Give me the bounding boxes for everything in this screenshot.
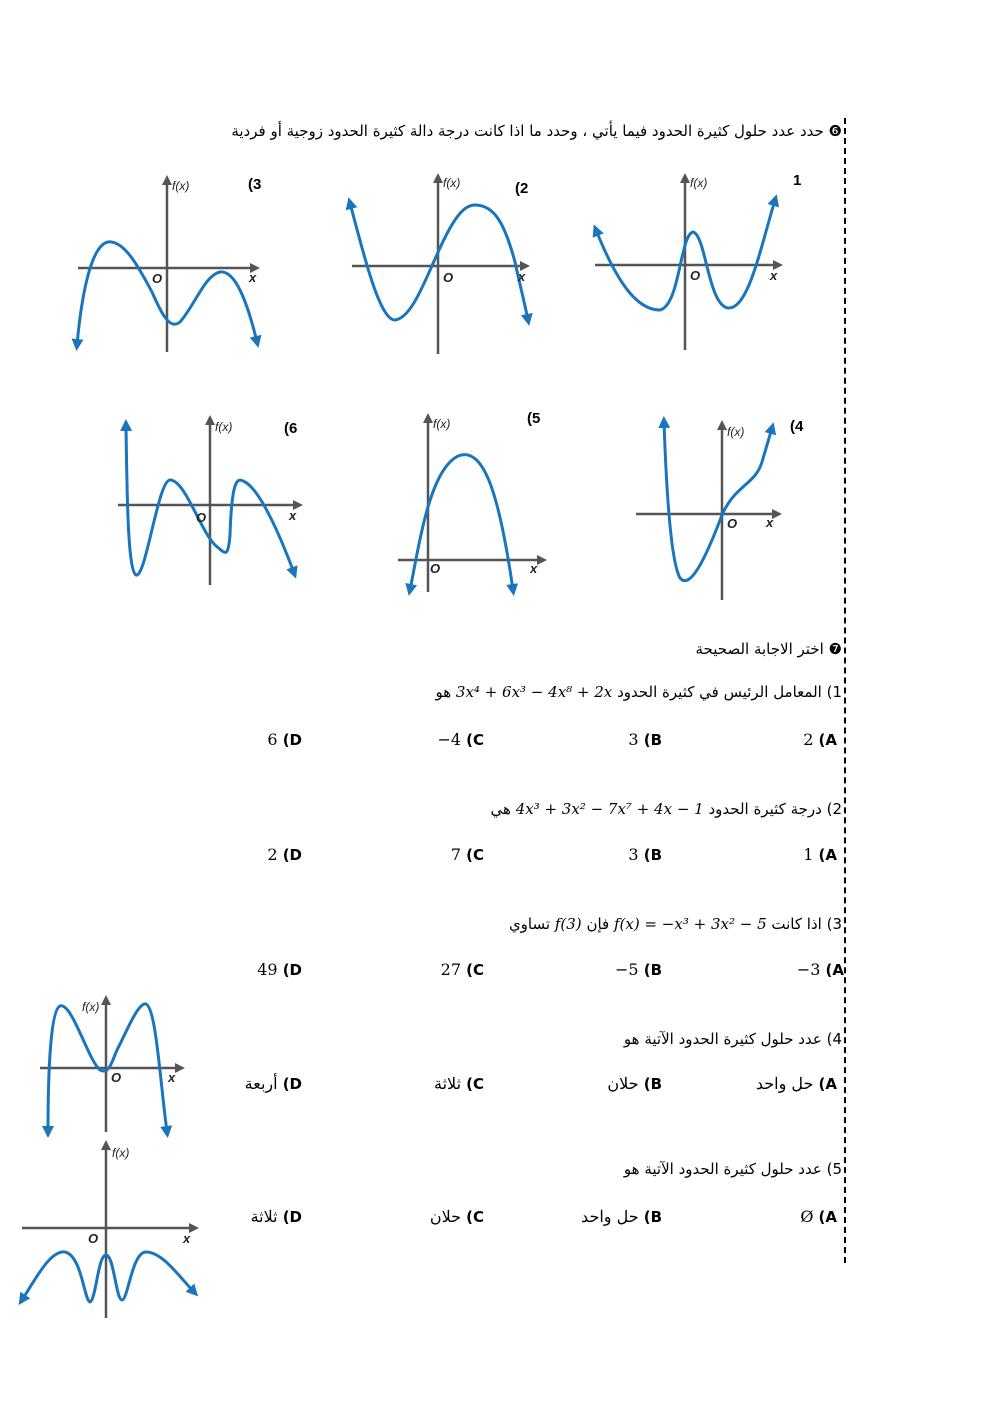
graph-2-x-label: x xyxy=(518,269,526,284)
graph-1-origin: O xyxy=(690,268,701,283)
question-4-text: عدد حلول كثيرة الحدود الآتية هو xyxy=(623,1030,822,1048)
question-3-text: اذا كانت xyxy=(771,915,822,933)
q4-option-a[interactable]: A) حل واحد xyxy=(755,1074,837,1093)
graph-4-curve xyxy=(664,422,772,581)
section6-marker: ❻ xyxy=(828,122,842,140)
q3-option-d[interactable]: D) 49 xyxy=(257,960,302,979)
graph-5-origin: O xyxy=(430,561,441,576)
q5-option-c[interactable]: C) حلان xyxy=(429,1207,484,1226)
q5-option-a[interactable]: A) Ø xyxy=(800,1207,837,1226)
q5-option-d[interactable]: D) ثلاثة xyxy=(250,1207,302,1226)
q2-option-b[interactable]: B) 3 xyxy=(628,845,662,864)
graph-q4 xyxy=(40,1000,180,1132)
graph-1-fx-label: f(x) xyxy=(690,176,708,190)
graph-3-x-label: x xyxy=(249,270,257,285)
q2-option-c[interactable]: C) 7 xyxy=(450,845,484,864)
section7-instruction: اختر الاجابة الصحيحة xyxy=(695,640,824,658)
graph-label-4: (4 xyxy=(790,418,804,435)
question-1-text: المعامل الرئيس في كثيرة الحدود xyxy=(617,683,822,701)
question-3-math2: f(3) xyxy=(554,915,582,933)
q3-option-c[interactable]: C) 27 xyxy=(440,960,484,979)
graph-6-x-label: x xyxy=(289,508,297,523)
graph-label-3: (3 xyxy=(248,176,262,193)
graph-label-1: 1 xyxy=(793,172,802,189)
q1-option-d[interactable]: D) 6 xyxy=(267,730,302,749)
graph-q4-x-label: x xyxy=(168,1070,176,1085)
q2-option-d[interactable]: D) 2 xyxy=(267,845,302,864)
q3-option-b[interactable]: B) −5 xyxy=(615,960,662,979)
graph-4-origin: O xyxy=(727,516,738,531)
q3-option-a[interactable]: A) −3 xyxy=(796,960,844,979)
graph-q5-curve xyxy=(22,1252,194,1302)
graph-q5-fx-label: f(x) xyxy=(112,1146,130,1160)
question-5-number: 5) xyxy=(826,1160,842,1178)
graph-2-origin: O xyxy=(443,270,454,285)
question-2-number: 2) xyxy=(826,800,842,818)
graph-q4-fx-label: f(x) xyxy=(82,1000,100,1014)
question-1 xyxy=(435,683,842,701)
graph-3 xyxy=(77,179,257,352)
graph-5-x-label: x xyxy=(530,561,538,576)
question-2 xyxy=(490,800,842,818)
question-3-text-after: تساوي xyxy=(508,915,551,933)
graph-2 xyxy=(350,176,528,354)
question-2-text: درجة كثيرة الحدود xyxy=(708,800,822,818)
graph-6-origin: O xyxy=(196,510,207,525)
q1-option-c[interactable]: C) −4 xyxy=(437,730,484,749)
graph-label-5: (5 xyxy=(527,410,541,427)
graph-6 xyxy=(118,420,298,585)
q5-option-b[interactable]: B) حل واحد xyxy=(581,1207,662,1226)
graph-q5-x-label: x xyxy=(183,1231,191,1246)
q4-option-b[interactable]: B) حلان xyxy=(607,1074,662,1093)
question-1-math: 3x⁴ + 6x³ − 4x⁸ + 2x xyxy=(455,683,613,701)
graph-6-fx-label: f(x) xyxy=(215,420,233,434)
graph-5-curve xyxy=(410,455,513,590)
graph-4-x-label: x xyxy=(766,515,774,530)
q1-option-b[interactable]: B) 3 xyxy=(628,730,662,749)
graph-q5-origin: O xyxy=(88,1231,99,1246)
graph-q4-origin: O xyxy=(111,1070,122,1085)
question-2-text-after: هي xyxy=(490,800,511,818)
question-4 xyxy=(624,1030,842,1048)
graph-3-fx-label: f(x) xyxy=(172,179,190,193)
section7-heading xyxy=(696,640,842,658)
q2-option-a[interactable]: A) 1 xyxy=(803,845,837,864)
graph-q5 xyxy=(22,1145,194,1318)
q4-option-d[interactable]: D) أربعة xyxy=(244,1074,302,1093)
graph-3-origin: O xyxy=(152,271,163,286)
question-2-math: 4x³ + 3x² − 7x⁷ + 4x − 1 xyxy=(515,800,704,818)
graph-5-fx-label: f(x) xyxy=(433,417,451,431)
graph-1-x-label: x xyxy=(770,268,778,283)
graph-label-6: (6 xyxy=(284,420,298,437)
graph-5 xyxy=(398,417,542,592)
question-4-number: 4) xyxy=(826,1030,842,1048)
graph-4 xyxy=(636,422,777,600)
question-3-math: f(x) = −x³ + 3x² − 5 xyxy=(613,915,767,933)
question-5-text: عدد حلول كثيرة الحدود الآتية هو xyxy=(623,1160,822,1178)
section7-marker: ❼ xyxy=(828,640,842,658)
question-3-number: 3) xyxy=(826,915,842,933)
section6-instruction: حدد عدد حلول كثيرة الحدود فيما يأتي ، وحدد ما اذا كانت درجة دالة كثيرة الحدود زوجية أو فردية xyxy=(231,122,824,140)
q1-option-a[interactable]: A) 2 xyxy=(803,730,837,749)
question-1-number: 1) xyxy=(826,683,842,701)
graph-2-fx-label: f(x) xyxy=(443,176,461,190)
question-1-text-after: هو xyxy=(435,683,452,701)
question-3-text-mid: فإن xyxy=(586,915,610,933)
question-3 xyxy=(509,915,842,933)
question-5 xyxy=(624,1160,842,1178)
graph-4-fx-label: f(x) xyxy=(727,425,745,439)
graph-label-2: (2 xyxy=(515,180,529,197)
q4-option-c[interactable]: C) ثلاثة xyxy=(434,1074,484,1093)
graph-1 xyxy=(595,176,778,350)
